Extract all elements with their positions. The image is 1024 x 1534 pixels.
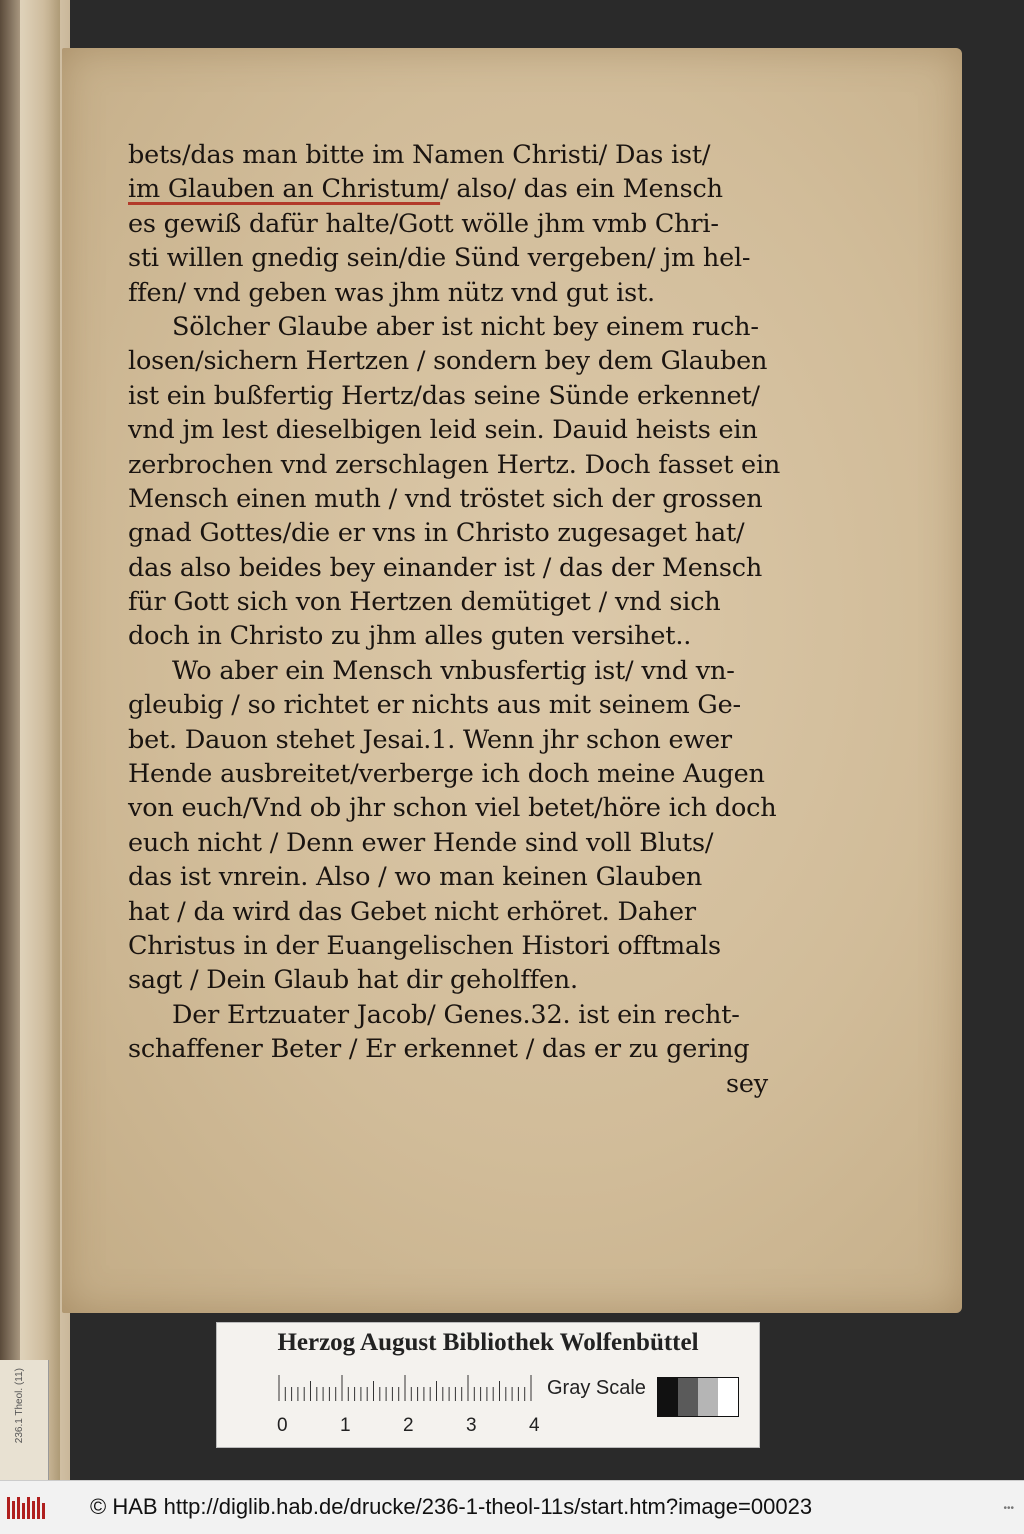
- ruler-number: 1: [340, 1415, 351, 1436]
- ruler-number: 4: [529, 1415, 540, 1436]
- text-line: Sölcher Glaube aber ist nicht bey einem ruch-: [172, 311, 759, 342]
- gray-scale-label: Gray Scale: [547, 1377, 646, 1399]
- text-line: losen/sichern Hertzen / sondern bey dem Glauben: [128, 346, 768, 377]
- text-line: es gewiß dafür halte/Gott wölle jhm vmb Chri-: [128, 208, 719, 239]
- book-spine: [0, 0, 70, 1480]
- text-line: das ist vnrein. Also / wo man keinen Glauben: [128, 862, 703, 893]
- gray-swatch-cell: [718, 1378, 738, 1416]
- text-line: bets/das man bitte im Namen Christi/ Das ist/: [128, 140, 711, 170]
- more-dots-icon[interactable]: •••: [1003, 1503, 1014, 1514]
- text-line: sti willen gnedig sein/die Sünd vergeben/ jm hel-: [128, 243, 751, 274]
- text-line: doch in Christo zu jhm alles guten versihet..: [128, 621, 692, 652]
- shelfmark-label: [0, 1360, 49, 1480]
- ruler-number: 2: [403, 1415, 414, 1436]
- text-line: Wo aber ein Mensch vnbusfertig ist/ vnd vn-: [172, 655, 735, 686]
- library-name: Herzog August Bibliothek Wolfenbüttel: [277, 1329, 699, 1356]
- text-line: schaffener Beter / Er erkennet / das er zu gering: [128, 1034, 750, 1065]
- text-line: hat / da wird das Gebet nicht erhöret. Daher: [128, 896, 696, 927]
- text-line: von euch/Vnd ob jhr schon viel betet/höre ich doch: [128, 793, 777, 824]
- page-edges: [20, 0, 60, 1480]
- ruler-numbers: [277, 1415, 577, 1439]
- text-line: euch nicht / Denn ewer Hende sind voll Bluts/: [128, 827, 714, 858]
- gray-swatch-cell: [658, 1378, 678, 1416]
- ruler-scale: [277, 1375, 547, 1401]
- ruler-number: 3: [466, 1415, 477, 1436]
- gray-swatch-cell: [698, 1378, 718, 1416]
- underlined-phrase: im Glauben an Christum: [128, 174, 441, 205]
- text-line: bet. Dauon stehet Jesai.1. Wenn jhr schon ewer: [128, 724, 732, 755]
- text-line: sey: [726, 1068, 768, 1099]
- permalink-text[interactable]: © HAB http://diglib.hab.de/drucke/236-1-theol-11s/start.htm?image=00023: [90, 1494, 813, 1519]
- text-line: gleubig / so richtet er nichts aus mit seinem Ge-: [128, 690, 741, 721]
- text-line: gnad Gottes/die er vns in Christo zugesaget hat/: [128, 518, 745, 549]
- text-line: vnd jm lest dieselbigen leid sein. Dauid heists ein: [128, 415, 758, 446]
- gray-swatch-cell: [678, 1378, 698, 1416]
- gray-scale-swatch: [657, 1377, 739, 1417]
- text-line: ffen/ vnd geben was jhm nütz vnd gut ist.: [128, 277, 655, 308]
- text-line: Christus in der Euangelischen Histori offtmals: [128, 930, 721, 961]
- text-line: Hende ausbreitet/verberge ich doch meine Augen: [128, 759, 765, 790]
- hab-logo-icon[interactable]: [6, 1495, 46, 1521]
- text-line: Mensch einen muth / vnd tröstet sich der grossen: [128, 483, 763, 514]
- text-line: sagt / Dein Glaub hat dir geholffen.: [128, 965, 578, 996]
- text-line: [128, 172, 768, 206]
- line-rest: / also/ das ein Mensch: [440, 174, 723, 205]
- viewer-footer: [0, 1480, 1024, 1534]
- ruler-number: 0: [277, 1415, 288, 1436]
- text-line: zerbrochen vnd zerschlagen Hertz. Doch fasset ein: [128, 449, 781, 480]
- text-line: ist ein bußfertig Hertz/das seine Sünde erkennet/: [128, 380, 760, 411]
- page-text: [128, 138, 781, 1101]
- text-line: Der Ertzuater Jacob/ Genes.32. ist ein recht-: [172, 999, 740, 1030]
- color-reference-card: [216, 1322, 760, 1448]
- shelfmark-text: 236.1 Theol. (11): [14, 1368, 25, 1444]
- book-page: [62, 48, 962, 1313]
- text-line: das also beides bey einander ist / das der Mensch: [128, 552, 763, 583]
- text-line: für Gott sich von Hertzen demütiget / vnd sich: [128, 587, 721, 618]
